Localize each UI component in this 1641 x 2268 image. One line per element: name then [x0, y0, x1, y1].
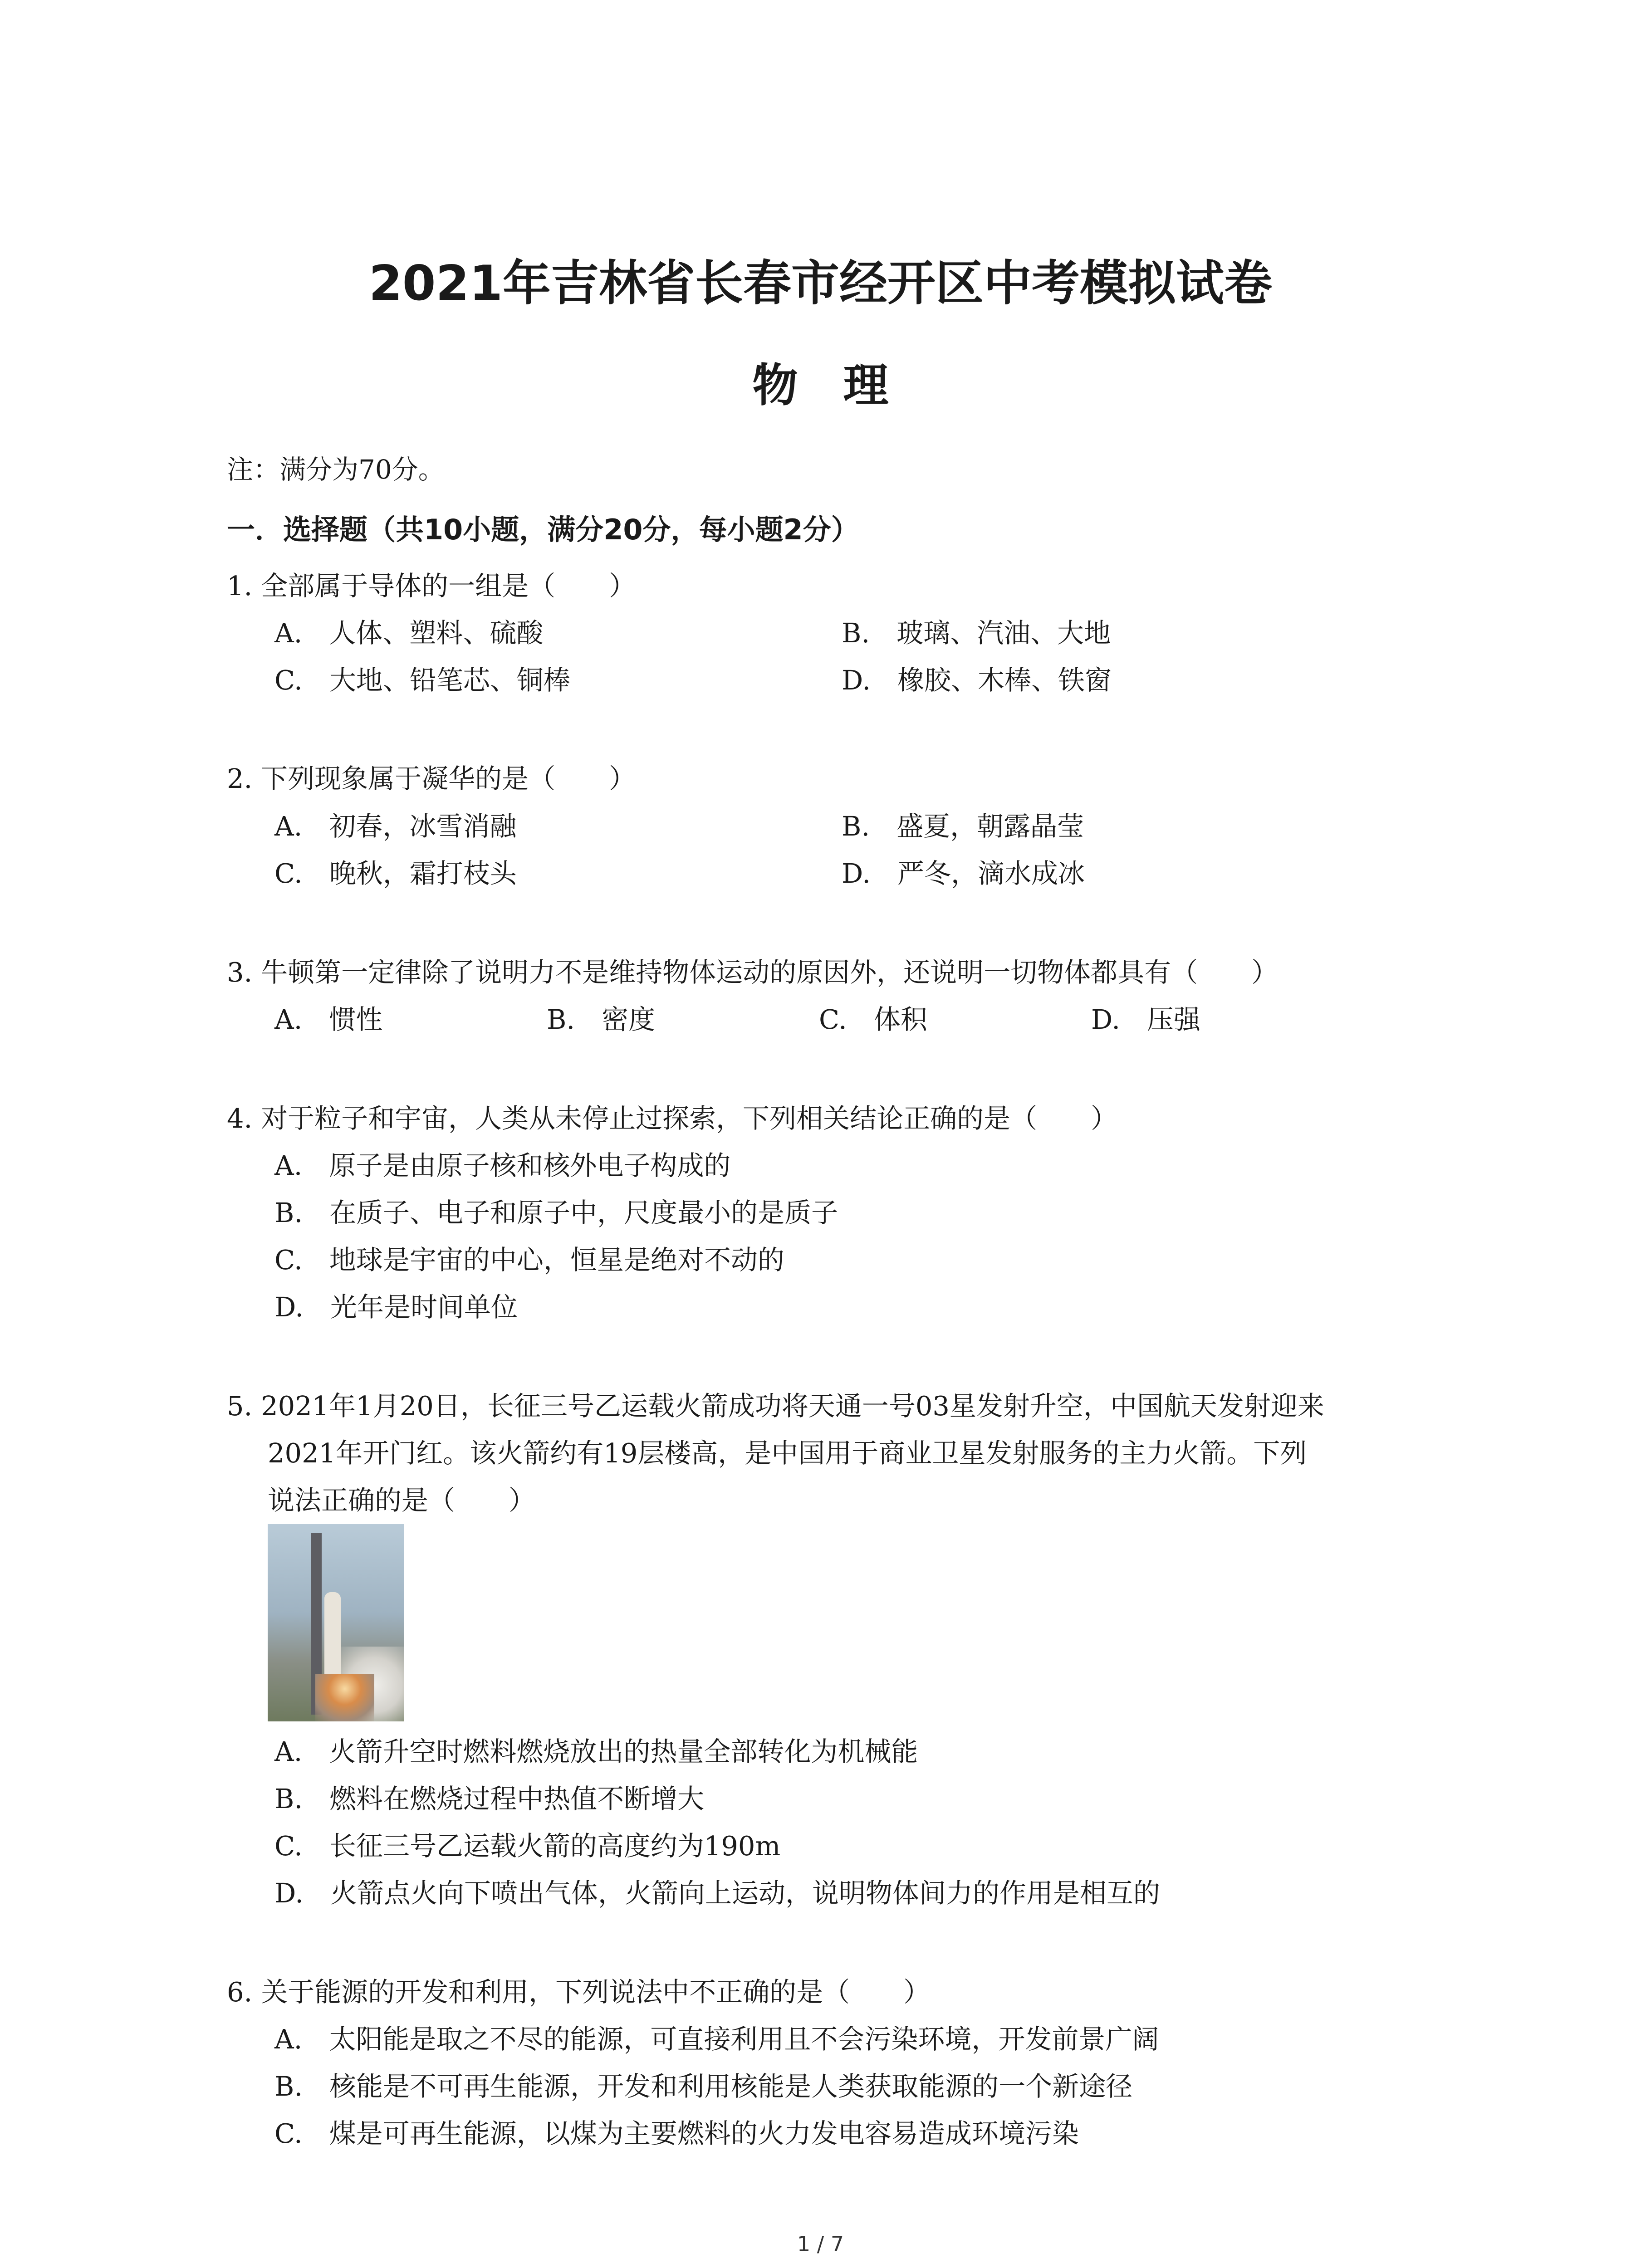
option-letter: B.	[274, 2071, 303, 2102]
option-letter: B.	[842, 617, 870, 649]
question-5-option-b	[274, 1775, 704, 1823]
option-text: 橡胶、木棒、铁窗	[897, 665, 1112, 696]
question-4-option-d	[274, 1284, 518, 1331]
score-note: 注：满分为70分。	[227, 454, 445, 485]
question-2-option-d	[842, 850, 1085, 897]
option-letter: C.	[274, 1830, 303, 1862]
question-text: 下列现象属于凝华的是（ ）	[261, 763, 636, 794]
option-letter: A.	[274, 811, 303, 842]
question-1-option-a	[274, 610, 543, 657]
option-text: 大地、铅笔芯、铜棒	[329, 665, 570, 696]
page-number: 1 / 7	[797, 2232, 844, 2256]
question-number: 3.	[227, 957, 253, 988]
option-letter: D.	[274, 1877, 304, 1909]
option-letter: A.	[274, 1736, 303, 1767]
option-text: 煤是可再生能源，以煤为主要燃料的火力发电容易造成环境污染	[329, 2118, 1079, 2149]
question-number: 6.	[227, 1976, 253, 2008]
option-letter: D.	[274, 1291, 304, 1323]
option-letter: C.	[274, 1244, 303, 1276]
option-text: 初春，冰雪消融	[329, 811, 517, 842]
option-text: 盛夏，朝露晶莹	[896, 811, 1084, 842]
option-text: 地球是宇宙的中心，恒星是绝对不动的	[329, 1244, 784, 1276]
option-letter: C.	[274, 2118, 303, 2149]
question-2-option-c	[274, 850, 517, 897]
option-text: 太阳能是取之不尽的能源，可直接利用且不会污染环境，开发前景广阔	[329, 2024, 1159, 2055]
option-letter: C.	[274, 858, 303, 889]
option-text: 在质子、电子和原子中，尺度最小的是质子	[329, 1197, 838, 1228]
question-text: 2021年1月20日，长征三号乙运载火箭成功将天通一号03星发射升空，中国航天发射迎来	[261, 1390, 1324, 1422]
option-text: 火箭升空时燃料燃烧放出的热量全部转化为机械能	[329, 1736, 918, 1767]
question-2-stem	[227, 755, 636, 802]
option-letter: B.	[842, 811, 870, 842]
option-letter: A.	[274, 617, 303, 649]
question-5-option-d	[274, 1870, 1160, 1917]
option-text: 光年是时间单位	[330, 1291, 518, 1323]
option-letter: A.	[274, 1150, 303, 1181]
option-letter: D.	[842, 665, 871, 696]
option-letter: B.	[274, 1783, 303, 1814]
question-3-option-c	[819, 996, 927, 1043]
option-letter: D.	[1091, 1004, 1120, 1035]
question-5-stem-line-2: 2021年开门红。该火箭约有19层楼高，是中国用于商业卫星发射服务的主力火箭。下列	[268, 1437, 1307, 1469]
question-1-stem	[227, 562, 636, 610]
question-2-option-b	[842, 803, 1084, 850]
question-text: 关于能源的开发和利用，下列说法中不正确的是（ ）	[261, 1976, 931, 2008]
question-6-option-c	[274, 2110, 1079, 2157]
question-4-option-b	[274, 1189, 838, 1237]
option-text: 长征三号乙运载火箭的高度约为190m	[329, 1830, 781, 1862]
question-number: 2.	[227, 763, 253, 794]
exam-title: 2021年吉林省长春市经开区中考模拟试卷	[368, 255, 1273, 311]
subject-title: 物 理	[752, 359, 889, 412]
question-number: 4.	[227, 1103, 253, 1134]
question-2-option-a	[274, 803, 516, 850]
question-1-option-d	[842, 657, 1112, 704]
option-text: 原子是由原子核和核外电子构成的	[329, 1150, 731, 1181]
option-text: 压强	[1146, 1004, 1200, 1035]
question-3-option-d	[1091, 996, 1200, 1043]
question-6-option-a	[274, 2016, 1159, 2063]
option-text: 核能是不可再生能源，开发和利用核能是人类获取能源的一个新途径	[329, 2071, 1133, 2102]
option-letter: D.	[842, 858, 871, 889]
rocket-flame	[315, 1674, 374, 1721]
option-letter: A.	[274, 1004, 303, 1035]
question-text: 牛顿第一定律除了说明力不是维持物体运动的原因外，还说明一切物体都具有（ ）	[261, 957, 1279, 988]
question-1-option-c	[274, 657, 570, 704]
option-text: 体积	[873, 1004, 927, 1035]
question-5-option-c	[274, 1823, 780, 1870]
option-letter: B.	[274, 1197, 303, 1228]
question-4-option-c	[274, 1237, 784, 1284]
question-text: 全部属于导体的一组是（ ）	[261, 570, 636, 601]
option-text: 惯性	[329, 1004, 383, 1035]
option-text: 严冬，滴水成冰	[897, 858, 1085, 889]
question-3-option-b	[547, 996, 655, 1043]
question-5-option-a	[274, 1728, 918, 1775]
option-letter: C.	[274, 665, 303, 696]
option-text: 火箭点火向下喷出气体，火箭向上运动，说明物体间力的作用是相互的	[330, 1877, 1160, 1909]
question-number: 1.	[227, 570, 253, 601]
question-text: 对于粒子和宇宙，人类从未停止过探索，下列相关结论正确的是（ ）	[261, 1103, 1118, 1134]
option-text: 密度	[602, 1004, 656, 1035]
question-5-stem	[227, 1383, 1324, 1430]
option-letter: B.	[547, 1004, 575, 1035]
question-4-option-a	[274, 1142, 730, 1189]
option-text: 人体、塑料、硫酸	[329, 617, 544, 649]
question-3-option-a	[274, 996, 382, 1043]
option-letter: A.	[274, 2024, 303, 2055]
question-number: 5.	[227, 1390, 253, 1422]
option-letter: C.	[819, 1004, 847, 1035]
option-text: 晚秋，霜打枝头	[329, 858, 517, 889]
question-4-stem	[227, 1095, 1117, 1142]
question-6-stem	[227, 1969, 930, 2016]
question-5-stem-line-3: 说法正确的是（ ）	[268, 1485, 536, 1516]
rocket-launch-photo	[268, 1524, 404, 1721]
section-heading: 一．选择题（共10小题，满分20分，每小题2分）	[227, 513, 859, 546]
question-6-option-b	[274, 2063, 1132, 2110]
question-3-stem	[227, 949, 1278, 996]
option-text: 燃料在燃烧过程中热值不断增大	[329, 1783, 705, 1814]
question-1-option-b	[842, 610, 1111, 657]
option-text: 玻璃、汽油、大地	[896, 617, 1111, 649]
